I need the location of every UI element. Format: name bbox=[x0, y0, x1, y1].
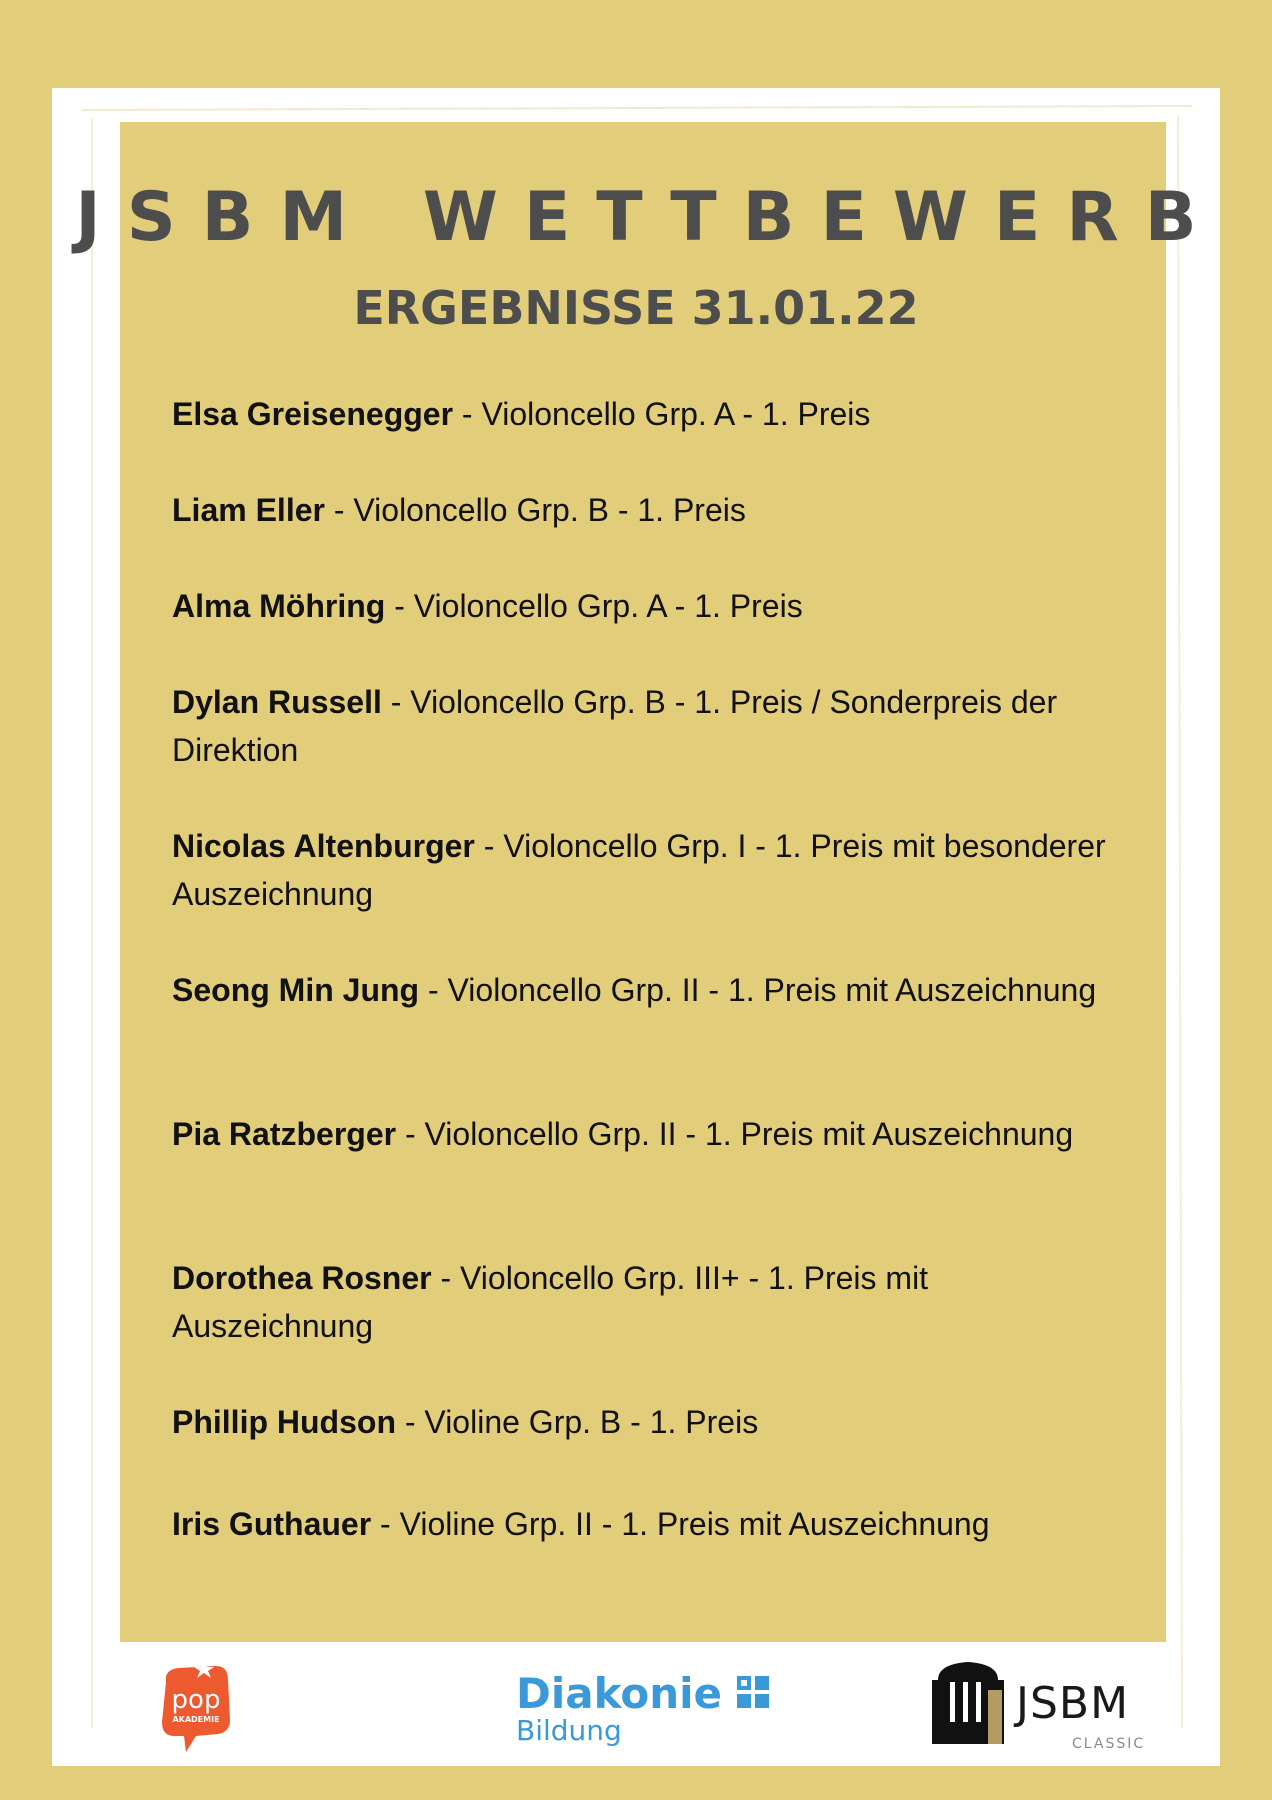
result-detail: - Violoncello Grp. II - 1. Preis mit Auszeichnung bbox=[396, 1116, 1074, 1152]
result-detail: - Violoncello Grp. III+ - 1. Preis mit Auszeichnung bbox=[172, 1260, 929, 1344]
result-name: Iris Guthauer bbox=[172, 1506, 372, 1542]
result-item bbox=[172, 486, 1122, 534]
result-item bbox=[172, 390, 1122, 438]
result-detail: - Violine Grp. II - 1. Preis mit Auszeichnung bbox=[371, 1506, 990, 1542]
result-name: Phillip Hudson bbox=[172, 1404, 396, 1440]
result-name: Seong Min Jung bbox=[172, 972, 420, 1008]
result-item bbox=[172, 1110, 1122, 1158]
diakonie-bildung-logo bbox=[516, 1669, 769, 1747]
pop-akademie-icon bbox=[156, 1660, 236, 1756]
result-detail: - Violoncello Grp. I - 1. Preis mit besonderer Auszeichnung bbox=[172, 828, 1106, 912]
result-detail: - Violoncello Grp. B - 1. Preis / Sonderpreis der Direktion bbox=[172, 684, 1058, 768]
result-item bbox=[172, 822, 1122, 918]
pop-akademie-logo bbox=[156, 1660, 236, 1761]
svg-text:AKADEMIE: AKADEMIE bbox=[172, 1715, 220, 1724]
result-name: Nicolas Altenburger bbox=[172, 828, 475, 864]
result-item bbox=[172, 1398, 1122, 1446]
result-item bbox=[172, 966, 1122, 1014]
result-name: Dorothea Rosner bbox=[172, 1260, 432, 1296]
result-detail: - Violoncello Grp. A - 1. Preis bbox=[385, 588, 803, 624]
result-name: Liam Eller bbox=[172, 492, 325, 528]
jsbm-building-icon bbox=[930, 1660, 1006, 1746]
result-detail: - Violoncello Grp. B - 1. Preis bbox=[324, 492, 746, 528]
result-item bbox=[172, 1254, 1122, 1350]
jsbm-classic-label: CLASSIC bbox=[1072, 1736, 1146, 1752]
diakonie-cross-icon bbox=[737, 1676, 769, 1713]
svg-text:pop: pop bbox=[171, 1685, 221, 1715]
page-subtitle: ERGEBNISSE 31.01.22 bbox=[353, 281, 919, 335]
jsbm-classic-logo bbox=[930, 1660, 1146, 1752]
footer-logos bbox=[0, 1650, 1272, 1770]
result-name: Dylan Russell bbox=[172, 684, 382, 720]
result-name: Pia Ratzberger bbox=[172, 1116, 397, 1152]
jsbm-wordmark: JSBM bbox=[1016, 1678, 1130, 1729]
result-item bbox=[172, 1500, 1122, 1548]
result-detail: - Violoncello Grp. A - 1. Preis bbox=[453, 396, 871, 432]
diakonie-sub: Bildung bbox=[516, 1714, 622, 1747]
result-item bbox=[172, 678, 1122, 774]
result-name: Elsa Greisenegger bbox=[172, 396, 454, 432]
diakonie-name: Diakonie bbox=[516, 1669, 723, 1718]
result-detail: - Violoncello Grp. II - 1. Preis mit Auszeichnung bbox=[419, 972, 1097, 1008]
result-name: Alma Möhring bbox=[172, 588, 386, 624]
result-detail: - Violine Grp. B - 1. Preis bbox=[395, 1404, 759, 1440]
result-item bbox=[172, 582, 1122, 630]
page-title: JSBM WETTBEWERB bbox=[75, 178, 1223, 257]
